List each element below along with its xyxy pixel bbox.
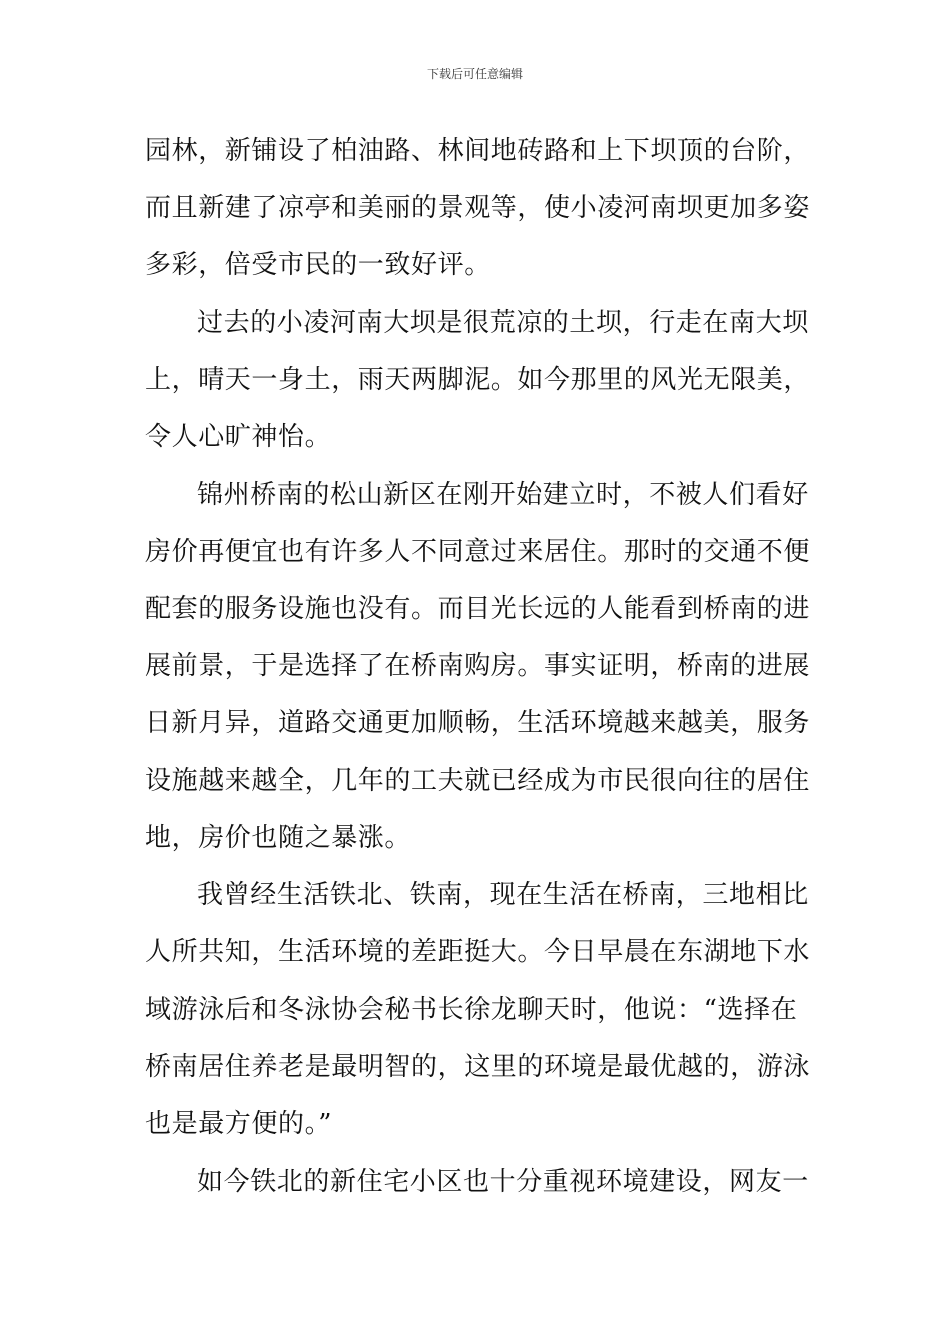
text-line: 域游泳后和冬泳协会秘书长徐龙聊天时，他说：“选择在 <box>145 995 798 1025</box>
page-header: 下载后可任意编辑 <box>426 67 523 81</box>
paragraph-first-line: 锦州桥南的松山新区在刚开始建立时，不被人们看好 <box>197 480 809 510</box>
paragraph-first-line: 我曾经生活铁北、铁南，现在生活在桥南，三地相比 <box>197 880 809 910</box>
text-line: 令人心旷神怡。 <box>145 422 332 452</box>
text-line: 设施越来越全，几年的工夫就已经成为市民很向往的居住 <box>145 766 811 796</box>
text-line: 而且新建了凉亭和美丽的景观等，使小凌河南坝更加多姿 <box>145 193 811 223</box>
text-line: 日新月异，道路交通更加顺畅，生活环境越来越美，服务 <box>145 708 811 738</box>
text-line: 地，房价也随之暴涨。 <box>145 823 412 853</box>
text-line: 上，晴天一身土，雨天两脚泥。如今那里的风光无限美， <box>145 365 811 395</box>
text-line: 桥南居住养老是最明智的，这里的环境是最优越的，游泳 <box>145 1052 811 1082</box>
text-line: 配套的服务设施也没有。而目光长远的人能看到桥南的进 <box>145 594 811 624</box>
text-line: 房价再便宜也有许多人不同意过来居住。那时的交通不便 <box>145 537 811 567</box>
paragraph-first-line: 过去的小凌河南大坝是很荒凉的土坝，行走在南大坝 <box>197 308 809 338</box>
text-line: 也是最方便的。” <box>145 1109 333 1139</box>
text-line: 展前景，于是选择了在桥南购房。事实证明，桥南的进展 <box>145 651 811 681</box>
text-line: 多彩，倍受市民的一致好评。 <box>145 250 491 280</box>
paragraph-first-line: 如今铁北的新住宅小区也十分重视环境建设，网友一 <box>197 1167 809 1197</box>
text-line: 人所共知，生活环境的差距挺大。今日早晨在东湖地下水 <box>145 937 811 967</box>
text-line: 园林，新铺设了柏油路、林间地砖路和上下坝顶的台阶， <box>145 136 811 166</box>
